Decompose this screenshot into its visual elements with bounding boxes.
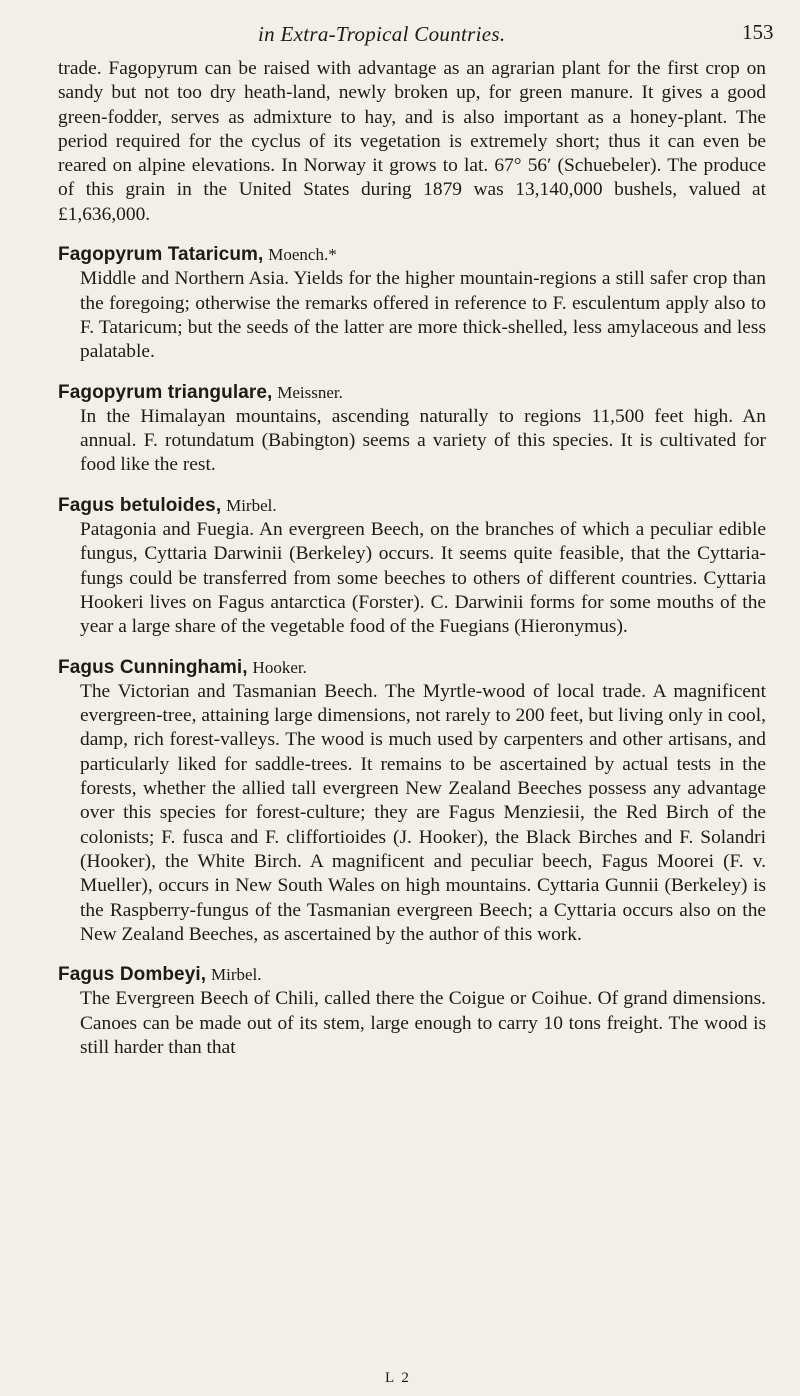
entry-description: In the Himalayan mountains, ascending naturally to regions 11,500 feet high. An annual. F. rotundatum (Babington) seems a variety of this species. It is cultivated for food like the rest.	[80, 405, 766, 476]
species-name: Fagus betuloides,	[58, 494, 222, 516]
entry-fagopyrum-triangulare	[58, 381, 766, 478]
entry-fagus-betuloides	[58, 494, 766, 640]
species-name: Fagopyrum triangulare,	[58, 381, 273, 403]
page-number: 153	[742, 20, 774, 44]
author-name: Mirbel.	[226, 495, 277, 515]
author-name: Moench.*	[268, 245, 337, 265]
entry-description: The Victorian and Tasmanian Beech. The Myrtle-wood of local trade. A magnificent evergreen-tree, attaining large dimensions, not rarely to 200 feet, but living only in cool, damp, rich forest-valleys. The wood is much used by carpenters and other artisans, and particularly liked for saddle-trees. It remains to be ascertained by actual tests in the forests, whether the allied tall evergreen New Zealand Beeches possess any advantage over this species for forest-culture; they are Fagus Menziesii, the Red Birch of the colonists; F. fusca and F. cliffortioides (J. Hooker), the Black Birches and F. Solandri (Hooker), the White Birch. A magnificent and peculiar beech, Fagus Moorei (F. v. Mueller), occurs in New South Wales on high mountains. Cyttaria Gunnii (Berkeley) is the Raspberry-fungus of the Tasmanian evergreen Beech; a Cyttaria occurs also on the New Zealand Beeches, as ascertained by the author of this work.	[80, 680, 766, 945]
running-title: in Extra-Tropical Countries.	[258, 22, 506, 46]
entry-description: Patagonia and Fuegia. An evergreen Beech, on the branches of which a peculiar edible fungus, Cyttaria Darwinii (Berkeley) occurs. It seems quite feasible, that the Cyttaria-fungs could be transferred from some beeches to others of different countries. Cyttaria Hookeri lives on Fagus antarctica (Forster). C. Darwinii forms for some mouths of the year a large share of the vegetable food of the Fuegians (Hieronymus).	[80, 519, 766, 638]
species-name: Fagopyrum Tataricum,	[58, 244, 264, 266]
entry-fagus-cunninghami	[58, 656, 766, 948]
entry-description: The Evergreen Beech of Chili, called there the Coigue or Coihue. Of grand dimensions. Canoes can be made out of its stem, large enough to carry 10 tons freight. The wood is still harder than that	[80, 988, 766, 1058]
running-head	[0, 0, 800, 50]
author-name: Meissner.	[277, 382, 343, 402]
entry-heading	[58, 656, 766, 680]
body-text	[58, 57, 766, 1060]
author-name: Hooker.	[252, 657, 307, 677]
entry-heading	[58, 963, 766, 987]
continuation-paragraph: trade. Fagopyrum can be raised with advantage as an agrarian plant for the first crop on sandy but not too dry heath-land, newly broken up, for green manure. It gives a good green-fodder, serves as admixture to hay, and is also important as a honey-plant. The period required for the cyclus of its vegetation is extremely short; thus it can even be reared on alpine elevations. In Norway it grows to lat. 67° 56′ (Schuebeler). The produce of this grain in the United States during 1879 was 13,140,000 bushels, valued at £1,636,000.	[58, 58, 766, 225]
species-name: Fagus Dombeyi,	[58, 964, 207, 986]
entry-description: Middle and Northern Asia. Yields for the higher mountain-regions a still safer crop than the foregoing; otherwise the remarks offered in reference to F. esculentum apply also to F. Tataricum; but the seeds of the latter are more thick-shelled, less amylaceous and less palatable.	[80, 268, 766, 363]
entry-fagus-dombeyi	[58, 963, 766, 1060]
species-name: Fagus Cunninghami,	[58, 656, 248, 678]
entry-heading	[58, 243, 766, 267]
signature-mark: L 2	[385, 1370, 411, 1386]
entry-fagopyrum-tataricum	[58, 243, 766, 364]
entry-heading	[58, 494, 766, 518]
entry-heading	[58, 381, 766, 405]
author-name: Mirbel.	[211, 965, 262, 985]
